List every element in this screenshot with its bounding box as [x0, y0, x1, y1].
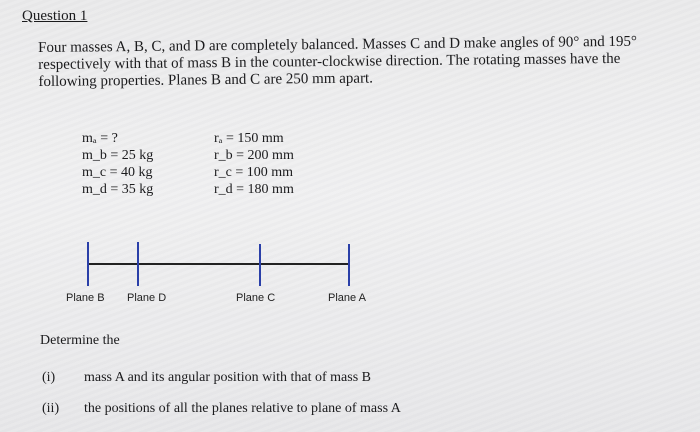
- plane-b-label: Plane B: [66, 292, 105, 304]
- question-heading: Question 1: [22, 8, 88, 24]
- plane-a-label: Plane A: [328, 292, 366, 304]
- plane-c-label: Plane C: [236, 292, 276, 304]
- mass-c: m_c = 40 kg: [82, 165, 153, 180]
- radius-d: r_d = 180 mm: [214, 182, 294, 197]
- task-item-1-text: mass A and its angular position with that of mass B: [84, 370, 371, 385]
- mass-a: mₐ = ?: [82, 131, 118, 146]
- task-item-2-text: the positions of all the planes relative to plane of mass A: [84, 401, 401, 416]
- question-intro: Four masses A, B, C, and D are completely balanced. Masses C and D make angles of 90° and 195° respectively with that of mass B in the counter-clockwise direction. The rotating masses have the following properties. Planes B and C are 250 mm apart.: [38, 33, 638, 90]
- plane-diagram: [0, 230, 700, 320]
- task-item-1-number: (i): [42, 370, 56, 385]
- plane-d-label: Plane D: [127, 292, 167, 304]
- radius-b: r_b = 200 mm: [214, 148, 294, 163]
- mass-list: [82, 130, 153, 198]
- radius-a: rₐ = 150 mm: [214, 131, 284, 146]
- mass-b: m_b = 25 kg: [82, 148, 154, 163]
- mass-d: m_d = 35 kg: [82, 182, 154, 197]
- task-item-2-number: (ii): [42, 401, 60, 416]
- radius-list: [214, 130, 294, 198]
- radius-c: r_c = 100 mm: [214, 165, 294, 180]
- determine-lead: Determine the: [40, 333, 120, 348]
